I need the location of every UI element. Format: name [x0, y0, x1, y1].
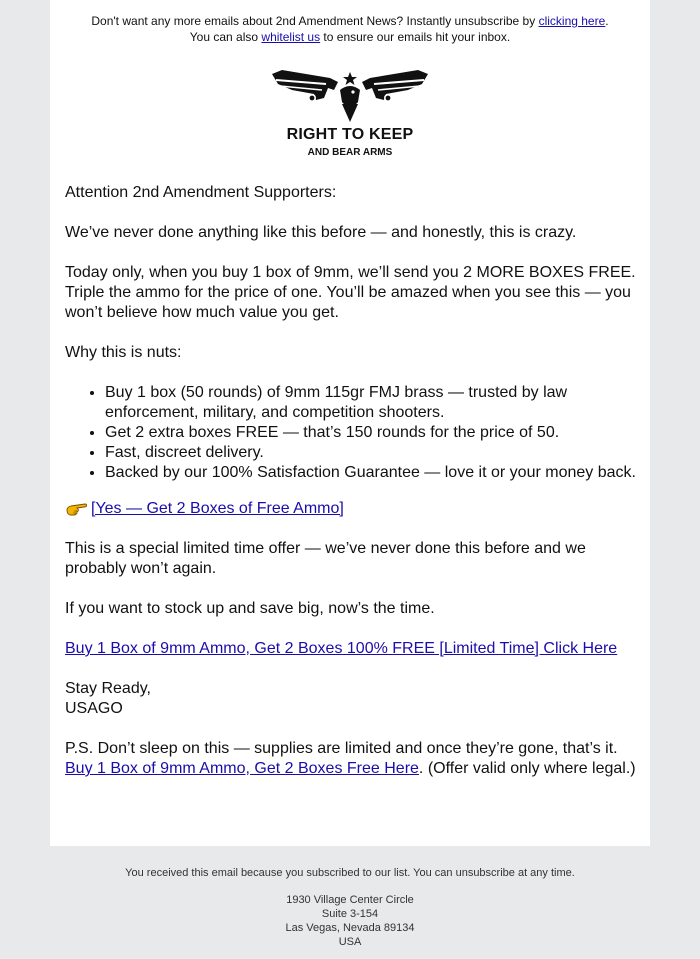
address-line: Las Vegas, Nevada 89134 [285, 922, 415, 934]
list-item: • Get 2 extra boxes FREE — that’s 150 rounds for the price of 50. [105, 423, 637, 443]
paragraph: Why this is nuts: [65, 344, 182, 361]
get-free-ammo-link[interactable]: [Yes — Get 2 Boxes of Free Ammo] [91, 500, 344, 517]
pointing-hand-icon [65, 501, 87, 517]
postscript [65, 739, 637, 779]
limited-offer-link[interactable]: Buy 1 Box of 9mm Ammo, Get 2 Boxes 100% FREE [Limited Time] Click Here [65, 640, 618, 657]
paragraph: Today only, when you buy 1 box of 9mm, we’ll send you 2 MORE BOXES FREE. Triple the ammo for the price of one. You’ll be amazed when you see this — you won’t believe how much value you get. [65, 264, 636, 321]
list-item: • Buy 1 box (50 rounds) of 9mm 115gr FMJ brass — trusted by law enforcement, military, and competition shooters. [105, 383, 637, 423]
address-line: Suite 3-154 [321, 908, 379, 920]
email-footer [0, 866, 700, 949]
mailing-address [0, 893, 700, 949]
signoff: Stay Ready, [65, 680, 151, 697]
whitelist-link[interactable]: whitelist us [261, 30, 321, 44]
paragraph: If you want to stock up and save big, now’s the time. [65, 600, 435, 617]
greeting: Attention 2nd Amendment Supporters: [65, 184, 337, 201]
email-card [50, 0, 650, 846]
address-line: USA [338, 936, 362, 948]
ps-offer-link[interactable]: Buy 1 Box of 9mm Ammo, Get 2 Boxes Free Here [65, 760, 419, 777]
ps-text: P.S. Don’t sleep on this — supplies are limited and once they’re gone, that’s it. [65, 740, 618, 757]
preheader [50, 13, 650, 45]
brand-logo [268, 68, 432, 162]
footer-notice: You received this email because you subscribed to our list. You can unsubscribe at any time. [125, 867, 575, 879]
eagle-pistols-icon [268, 68, 432, 126]
list-item: • Fast, discreet delivery. [105, 443, 637, 463]
unsubscribe-link[interactable]: clicking here [538, 14, 606, 28]
ps-end-text: . (Offer valid only where legal.) [418, 760, 636, 777]
benefits-list [65, 383, 637, 483]
preheader-text: Don't want any more emails about 2nd Amendment News? Instantly unsubscribe by [91, 14, 539, 28]
logo-title: RIGHT TO KEEP [286, 126, 414, 143]
logo-subtitle: AND BEAR ARMS [307, 147, 393, 158]
email-body [65, 183, 637, 799]
address-line: 1930 Village Center Circle [286, 894, 414, 906]
list-item: • Backed by our 100% Satisfaction Guarantee — love it or your money back. [105, 463, 637, 483]
paragraph: We’ve never done anything like this before — and honestly, this is crazy. [65, 224, 577, 241]
cta-line [65, 499, 637, 519]
preheader-text-2: You can also [189, 30, 262, 44]
paragraph: This is a special limited time offer — we’ve never done this before and we probably won’t again. [65, 540, 586, 577]
preheader-punct: . [605, 14, 609, 28]
preheader-text-3: to ensure our emails hit your inbox. [320, 30, 511, 44]
signature: USAGO [65, 700, 123, 717]
